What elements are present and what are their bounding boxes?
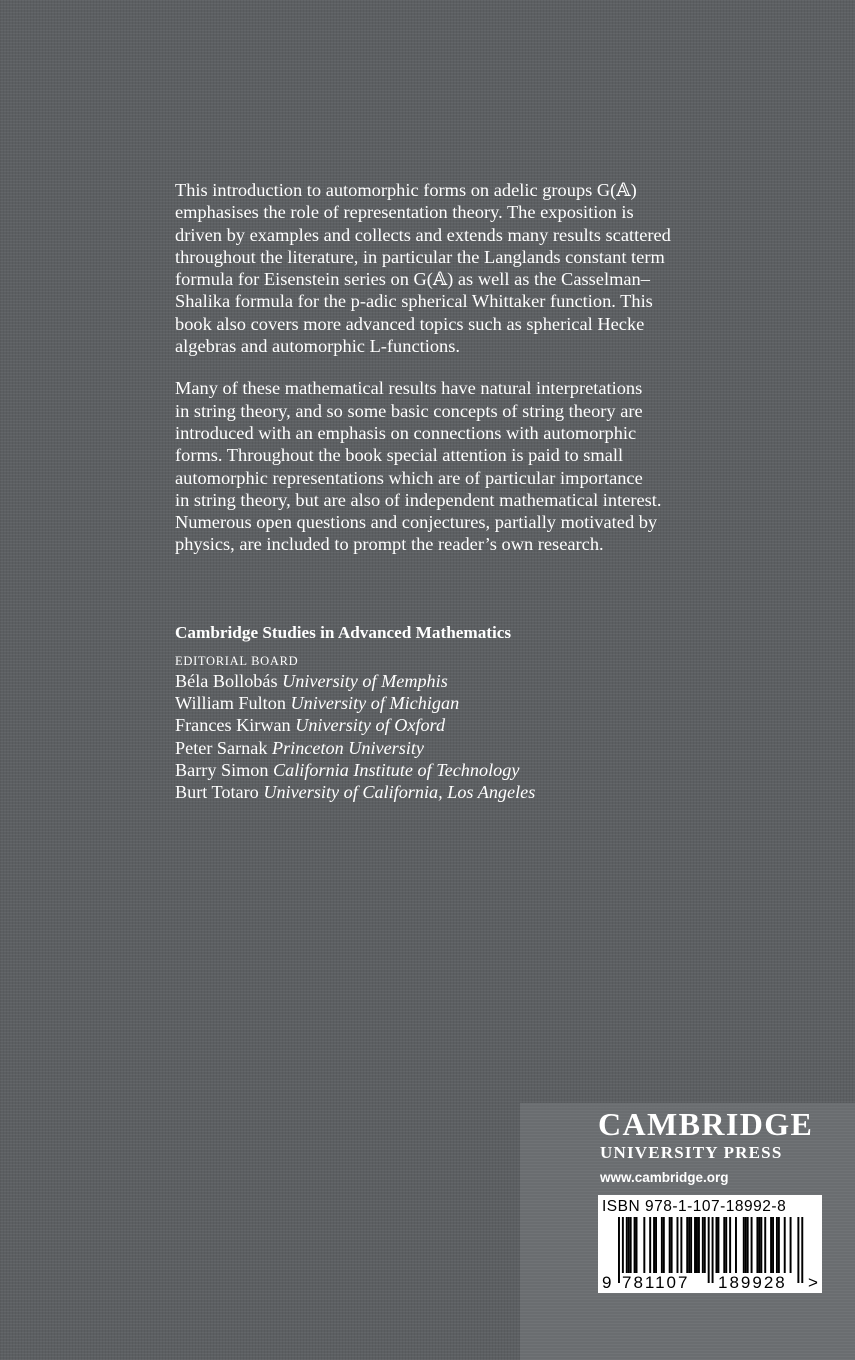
barcode-bar	[751, 1217, 753, 1273]
board-member-affiliation: University of California, Los Angeles	[263, 782, 536, 803]
blurb-line: introduced with an emphasis on connections with automorphic	[175, 422, 637, 443]
barcode-bar	[735, 1217, 737, 1273]
isbn-label: ISBN 978-1-107-18992-8	[602, 1198, 787, 1215]
series-title: Cambridge Studies in Advanced Mathematics	[175, 623, 512, 642]
barcode-bar	[630, 1217, 632, 1273]
board-member-name: Burt Totaro	[175, 782, 259, 803]
editorial-board-list	[175, 670, 535, 803]
barcode-bar	[704, 1217, 706, 1273]
barcode-bar	[717, 1217, 719, 1273]
barcode-bar	[756, 1217, 758, 1273]
barcode-bar	[778, 1217, 780, 1273]
blurb	[175, 179, 795, 576]
barcode-bar	[723, 1217, 725, 1273]
barcode-bar	[716, 1217, 718, 1273]
barcode-first-digit: 9	[602, 1273, 612, 1292]
blurb-paragraph-2	[175, 377, 795, 555]
blurb-line: This introduction to automorphic forms on adelic groups G(𝔸)	[175, 180, 637, 200]
barcode-bar	[636, 1217, 638, 1273]
board-member-name: Barry Simon	[175, 759, 269, 780]
barcode-bar	[655, 1217, 657, 1273]
board-member	[175, 714, 535, 736]
board-member	[175, 737, 535, 759]
barcode-bar	[686, 1217, 688, 1273]
barcode-bar	[747, 1217, 749, 1273]
board-member-affiliation: Princeton University	[271, 737, 424, 758]
barcode-bar	[760, 1217, 762, 1273]
blurb-line: book also covers more advanced topics such as spherical Hecke	[175, 313, 645, 334]
blurb-line: Many of these mathematical results have natural interpretations	[175, 378, 643, 399]
barcode-left-digits: 781107	[622, 1273, 690, 1292]
blurb-line: physics, are included to prompt the reader’s own research.	[175, 534, 604, 555]
editorial-board-heading: EDITORIAL BOARD	[175, 654, 299, 668]
barcode-bar	[634, 1217, 636, 1273]
barcode-quiet-zone-mark: >	[808, 1273, 818, 1292]
blurb-line: throughout the literature, in particular the Langlands constant term	[175, 246, 665, 267]
barcode-bar	[770, 1217, 772, 1273]
isbn-barcode	[598, 1195, 822, 1293]
blurb-line: emphasises the role of representation theory. The exposition is	[175, 202, 634, 223]
board-member	[175, 781, 535, 803]
barcode-bar	[776, 1217, 778, 1273]
publisher-subtitle: UNIVERSITY PRESS	[600, 1143, 783, 1162]
barcode-bar	[764, 1217, 766, 1273]
barcode-bar	[696, 1217, 698, 1273]
board-member-name: Béla Bollobás	[175, 671, 278, 691]
barcode-bar	[649, 1217, 651, 1273]
barcode-bar	[729, 1217, 731, 1273]
barcode-bar	[690, 1217, 692, 1273]
barcode-bar	[669, 1217, 671, 1273]
blurb-line: forms. Throughout the book special attention is paid to small	[175, 445, 624, 466]
board-member-affiliation: University of Memphis	[282, 671, 448, 691]
barcode-bar	[725, 1217, 727, 1273]
publisher-url: www.cambridge.org	[600, 1170, 729, 1185]
blurb-paragraph-1	[175, 179, 795, 357]
barcode-digits	[598, 1273, 822, 1293]
barcode-bar	[653, 1217, 655, 1273]
barcode-right-digits: 189928	[718, 1273, 787, 1292]
blurb-line: in string theory, but are also of independent mathematical interest.	[175, 489, 662, 510]
board-member-name: Frances Kirwan	[175, 715, 291, 736]
blurb-line: driven by examples and collects and extends many results scattered	[175, 224, 671, 245]
board-member	[175, 692, 535, 714]
barcode-bar	[680, 1217, 682, 1273]
barcode-bar	[758, 1217, 760, 1273]
board-member-affiliation: California Institute of Technology	[273, 759, 520, 780]
board-member-name: William Fulton	[175, 693, 286, 714]
barcode-bar	[743, 1217, 745, 1273]
barcode-bar	[688, 1217, 690, 1273]
barcode-bar	[698, 1217, 700, 1273]
board-member-affiliation: University of Michigan	[290, 693, 460, 714]
barcode-bar	[663, 1217, 665, 1273]
barcode-bar	[702, 1217, 704, 1273]
blurb-line: formula for Eisenstein series on G(𝔸) as well as the Casselman–	[175, 269, 650, 290]
blurb-line: automorphic representations which are of particular importance	[175, 467, 643, 488]
barcode-bar	[784, 1217, 786, 1273]
blurb-line: in string theory, and so some basic concepts of string theory are	[175, 400, 643, 421]
board-member	[175, 759, 535, 781]
blurb-line: Numerous open questions and conjectures, partially motivated by	[175, 512, 658, 533]
barcode-bar	[772, 1217, 774, 1273]
board-member-affiliation: University of Oxford	[295, 715, 446, 736]
barcode-bar	[671, 1217, 673, 1273]
barcode-bar	[694, 1217, 696, 1273]
barcode-bar	[745, 1217, 747, 1273]
barcode-bar	[643, 1217, 645, 1273]
blurb-line: algebras and automorphic L-functions.	[175, 336, 460, 357]
barcode-bar	[790, 1217, 792, 1273]
board-member	[175, 670, 535, 692]
publisher-logo: CAMBRIDGE	[598, 1106, 814, 1142]
barcode-bar	[661, 1217, 663, 1273]
blurb-line: Shalika formula for the p-adic spherical Whittaker function. This	[175, 291, 653, 312]
board-member-name: Peter Sarnak	[175, 737, 268, 758]
barcode-bar	[628, 1217, 630, 1273]
barcode-bar	[677, 1217, 679, 1273]
barcode-bar	[626, 1217, 628, 1273]
